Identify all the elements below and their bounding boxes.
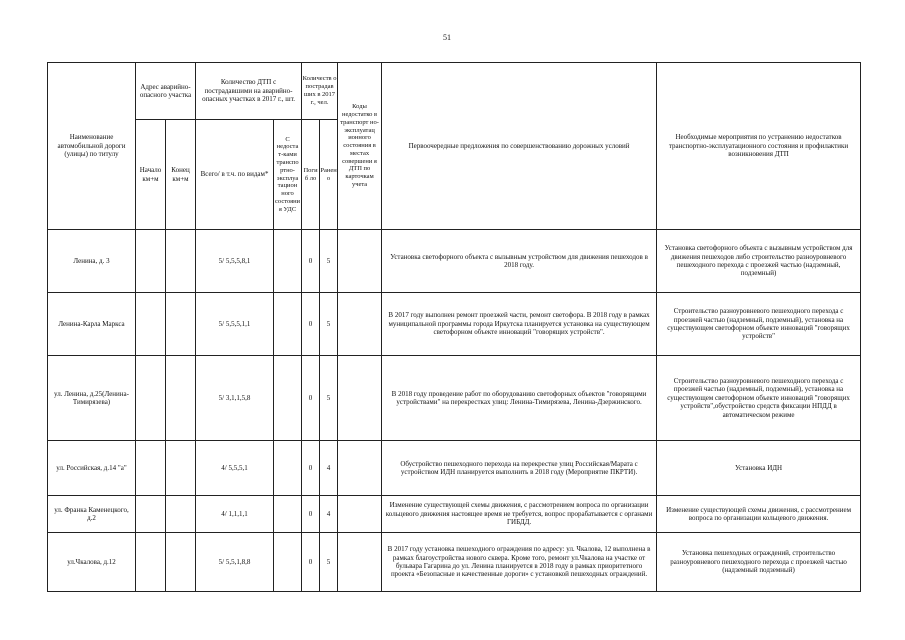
cell-killed: 0 bbox=[302, 356, 320, 441]
cell-total: 5/ 5,5,5,1,1 bbox=[196, 293, 274, 356]
header-killed: Погиб ло bbox=[302, 120, 320, 230]
cell-end bbox=[166, 356, 196, 441]
cell-total: 5/ 5,5,5,8,1 bbox=[196, 230, 274, 293]
cell-uds bbox=[274, 356, 302, 441]
cell-proposals: Обустройство пешеходного перехода на перекрестке улиц Российская/Марата с устройством ИДН планируется выполнить в 2018 году (Мероприятие ПКРТИ). bbox=[382, 441, 657, 496]
cell-end bbox=[166, 496, 196, 533]
cell-start bbox=[136, 230, 166, 293]
cell-codes bbox=[338, 441, 382, 496]
header-road-name: Наименование автомобильной дороги (улицы) по титулу bbox=[48, 63, 136, 230]
cell-proposals: В 2017 году установка пешеходного ограждения по адресу: ул. Чкалова, 12 выполнена в рамках благоустройства нового сквера. Кроме того, ремонт ул.Чкалова на участке от бульвара Гагарина до ул. Ленина планируется в 2018 году в рамках приоритетного проекта «Безопасные и качественные дороги» с установкой пешеходных ограждений. bbox=[382, 533, 657, 592]
cell-uds bbox=[274, 293, 302, 356]
page-number: 51 bbox=[443, 33, 451, 42]
header-total: Всего/ в т.ч. по видам* bbox=[196, 120, 274, 230]
table-row bbox=[48, 441, 861, 496]
cell-total: 4/ 5,5,5,1 bbox=[196, 441, 274, 496]
cell-end bbox=[166, 533, 196, 592]
cell-measures: Установка светофорного объекта с вызывным устройством для движения пешеходов либо строительство разноуровневого пешеходного перехода с проезжей частью (надземный, подземный) bbox=[657, 230, 861, 293]
cell-start bbox=[136, 441, 166, 496]
cell-total: 4/ 1,1,1,1 bbox=[196, 496, 274, 533]
cell-road-name: ул.Чкалова, д.12 bbox=[48, 533, 136, 592]
cell-measures: Строительство разноуровневого пешеходного перехода с проезжей частью (надземный, подземный), установка на существующем светофорном объекте инноваций "говорящих устройств" bbox=[657, 293, 861, 356]
cell-road-name: ул. Ленина, д.25(Ленина-Тимирязева) bbox=[48, 356, 136, 441]
cell-codes bbox=[338, 533, 382, 592]
header-measures: Необходимые мероприятия по устранению недостатков транспортно-эксплуатационного состояния и профилактики возникновения ДТП bbox=[657, 63, 861, 230]
cell-end bbox=[166, 293, 196, 356]
cell-road-name: Ленина, д. 3 bbox=[48, 230, 136, 293]
cell-start bbox=[136, 533, 166, 592]
cell-injured: 4 bbox=[320, 441, 338, 496]
cell-killed: 0 bbox=[302, 293, 320, 356]
cell-codes bbox=[338, 293, 382, 356]
cell-killed: 0 bbox=[302, 441, 320, 496]
header-injured: Ранен о bbox=[320, 120, 338, 230]
header-uds-deficits: С недоста т-ками транспо ртно-эксплуа тацион ного состояни я УДС bbox=[274, 120, 302, 230]
cell-start bbox=[136, 496, 166, 533]
header-address: Адрес аварийно-опасного участка bbox=[136, 63, 196, 120]
cell-start bbox=[136, 293, 166, 356]
cell-uds bbox=[274, 533, 302, 592]
cell-road-name: Ленина-Карла Маркса bbox=[48, 293, 136, 356]
cell-codes bbox=[338, 356, 382, 441]
cell-killed: 0 bbox=[302, 533, 320, 592]
cell-proposals: Установка светофорного объекта с вызывным устройством для движения пешеходов в 2018 году. bbox=[382, 230, 657, 293]
cell-total: 5/ 5,5,1,8,8 bbox=[196, 533, 274, 592]
cell-road-name: ул. Российская, д.14 "а" bbox=[48, 441, 136, 496]
header-end: Конец км+м bbox=[166, 120, 196, 230]
cell-codes bbox=[338, 496, 382, 533]
road-safety-table bbox=[47, 62, 861, 592]
cell-injured: 4 bbox=[320, 496, 338, 533]
cell-measures: Установка ИДН bbox=[657, 441, 861, 496]
cell-injured: 5 bbox=[320, 533, 338, 592]
header-victims: Количеств о пострадав ших в 2017 г., чел. bbox=[302, 63, 338, 120]
header-codes: Коды недостатко в транспорт но-эксплуатац ионного состояния в местах совершени я ДТП по карточкам учета bbox=[338, 63, 382, 230]
header-proposals: Первоочередные предложения по совершенствованию дорожных условий bbox=[382, 63, 657, 230]
cell-road-name: ул. Франка Каменецкого, д.2 bbox=[48, 496, 136, 533]
header-dtp-count: Количество ДТП с пострадавшими на аварийно-опасных участках в 2017 г., шт. bbox=[196, 63, 302, 120]
cell-proposals: В 2017 году выполнен ремонт проезжей части, ремонт светофора. В 2018 году в рамках муниципальной программы города Иркутска планируется установка на существующем светофорном объекте инноваций "говорящих устройств". bbox=[382, 293, 657, 356]
cell-start bbox=[136, 356, 166, 441]
cell-injured: 5 bbox=[320, 356, 338, 441]
cell-uds bbox=[274, 230, 302, 293]
cell-killed: 0 bbox=[302, 496, 320, 533]
header-start: Начало км+м bbox=[136, 120, 166, 230]
cell-codes bbox=[338, 230, 382, 293]
cell-measures: Строительство разноуровневого пешеходного перехода с проезжей частью (надземный, подземный), установка на существующем светофорном объекте инноваций "говорящих устройств",обустройство средств фиксации НПДД в автоматическом режиме bbox=[657, 356, 861, 441]
table-row bbox=[48, 230, 861, 293]
cell-proposals: Изменение существующей схемы движения, с рассмотрением вопроса по организации кольцевого движения настоящее время не требуется, вопрос прорабатывается с органами ГИБДД. bbox=[382, 496, 657, 533]
cell-total: 5/ 3,1,1,5,8 bbox=[196, 356, 274, 441]
cell-uds bbox=[274, 441, 302, 496]
cell-end bbox=[166, 230, 196, 293]
table-row bbox=[48, 496, 861, 533]
cell-injured: 5 bbox=[320, 230, 338, 293]
cell-measures: Изменение существующей схемы движения, с рассмотрением вопроса по организации кольцевого движения. bbox=[657, 496, 861, 533]
table-row bbox=[48, 356, 861, 441]
table-row bbox=[48, 293, 861, 356]
cell-proposals: В 2018 году проведение работ по оборудованию светофорных объектов "говорящими устройствами" на перекрестках улиц: Ленина-Тимирязева, Ленина-Дзержинского. bbox=[382, 356, 657, 441]
table-row bbox=[48, 533, 861, 592]
cell-injured: 5 bbox=[320, 293, 338, 356]
cell-uds bbox=[274, 496, 302, 533]
cell-end bbox=[166, 441, 196, 496]
cell-killed: 0 bbox=[302, 230, 320, 293]
cell-measures: Установка пешеходных ограждений, строительство разноуровневого пешеходного перехода с проезжей частью (надземный подземный) bbox=[657, 533, 861, 592]
